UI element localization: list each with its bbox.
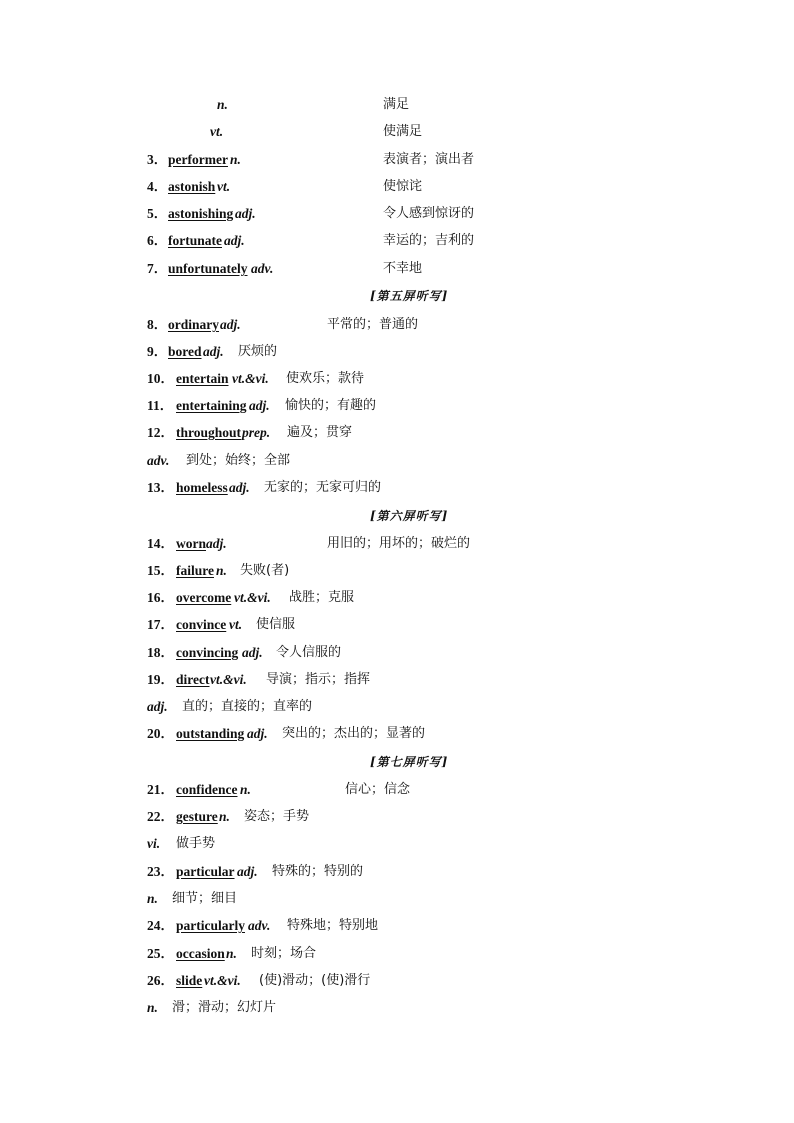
vocab-entry	[0, 341, 794, 363]
entry-word: astonish	[168, 179, 216, 194]
meaning: 信心；信念	[345, 782, 411, 797]
meaning: 使欢乐；款待	[286, 371, 365, 386]
part-of-speech: adv.	[147, 453, 170, 468]
part-of-speech: vt.&vi.	[204, 973, 241, 988]
entry-number: 25．	[147, 946, 174, 961]
vocab-entry	[0, 395, 794, 417]
vocab-entry	[0, 943, 794, 965]
part-of-speech: n.	[147, 891, 158, 906]
vocab-entry	[0, 915, 794, 937]
entry-word: performer	[168, 152, 228, 167]
entry-word: ordinary	[168, 317, 220, 332]
vocab-entry	[0, 560, 794, 582]
part-of-speech: vt.&vi.	[210, 672, 247, 687]
meaning: 遍及；贯穿	[287, 425, 353, 440]
vocab-entry	[0, 806, 794, 828]
entry-number: 16．	[147, 590, 174, 605]
meaning: 姿态；手势	[244, 809, 310, 824]
vocab-entry	[0, 533, 794, 555]
part-of-speech: n.	[147, 1000, 158, 1015]
entry-number: 7．	[147, 261, 168, 276]
vocab-entry	[0, 368, 794, 390]
part-of-speech: vt.&vi.	[232, 371, 269, 386]
vocab-entry	[0, 614, 794, 636]
part-of-speech: n.	[219, 809, 230, 824]
part-of-speech: adj.	[237, 864, 258, 879]
entry-number: 24．	[147, 918, 174, 933]
section-heading: [第五屏听写]	[370, 289, 449, 303]
vocab-entry	[0, 669, 794, 691]
vocab-line	[0, 121, 794, 143]
section-heading: [第六屏听写]	[370, 509, 449, 523]
vocab-entry	[0, 203, 794, 225]
part-of-speech: n.	[217, 97, 228, 112]
entry-number: 13．	[147, 480, 174, 495]
part-of-speech: adj.	[224, 233, 245, 248]
entry-word: outstanding	[176, 726, 245, 741]
meaning: 用旧的；用坏的；破烂的	[327, 536, 471, 551]
part-of-speech: adj.	[229, 480, 250, 495]
entry-word: worn	[176, 536, 206, 551]
part-of-speech: n.	[240, 782, 251, 797]
entry-word: convincing	[176, 645, 239, 660]
entry-word: throughout	[176, 425, 242, 440]
vocab-entry	[0, 642, 794, 664]
entry-number: 8．	[147, 317, 168, 332]
vocab-entry	[0, 422, 794, 444]
vocab-entry	[0, 723, 794, 745]
entry-number: 9．	[147, 344, 168, 359]
meaning: 厌烦的	[238, 344, 278, 359]
entry-word: fortunate	[168, 233, 222, 248]
vocab-entry	[0, 779, 794, 801]
entry-word: particularly	[176, 918, 245, 933]
part-of-speech: n.	[216, 563, 227, 578]
entry-number: 4．	[147, 179, 168, 194]
part-of-speech: n.	[226, 946, 237, 961]
meaning: 失败(者)	[240, 563, 290, 578]
part-of-speech: vt.	[217, 179, 231, 194]
entry-number: 23．	[147, 864, 174, 879]
entry-word: gesture	[176, 809, 218, 824]
meaning: 导演；指示；指挥	[266, 672, 371, 687]
meaning: (使)滑动；(使)滑行	[259, 973, 371, 988]
entry-word: homeless	[176, 480, 228, 495]
vocab-line	[0, 696, 794, 718]
part-of-speech: vi.	[147, 836, 161, 851]
meaning: 细节；细目	[172, 891, 238, 906]
entry-word: confidence	[176, 782, 238, 797]
entry-number: 12．	[147, 425, 174, 440]
vocab-entry	[0, 861, 794, 883]
entry-number: 11．	[147, 398, 174, 413]
meaning: 时刻；场合	[251, 946, 317, 961]
entry-number: 21．	[147, 782, 174, 797]
part-of-speech: prep.	[242, 425, 271, 440]
meaning: 幸运的；吉利的	[383, 233, 475, 248]
vocab-entry	[0, 587, 794, 609]
entry-word: occasion	[176, 946, 225, 961]
meaning: 令人感到惊讶的	[383, 206, 475, 221]
entry-number: 3．	[147, 152, 168, 167]
part-of-speech: adj.	[220, 317, 241, 332]
meaning: 特殊地；特别地	[287, 918, 379, 933]
part-of-speech: adj.	[249, 398, 270, 413]
entry-number: 18．	[147, 645, 174, 660]
meaning: 愉快的；有趣的	[285, 398, 377, 413]
part-of-speech: adv.	[248, 918, 271, 933]
part-of-speech: vt.	[229, 617, 243, 632]
meaning: 使惊诧	[383, 179, 423, 194]
meaning: 不幸地	[383, 261, 423, 276]
entry-word: particular	[176, 864, 235, 879]
meaning: 令人信服的	[276, 645, 342, 660]
part-of-speech: adj.	[247, 726, 268, 741]
meaning: 表演者；演出者	[383, 152, 475, 167]
part-of-speech: adj.	[242, 645, 263, 660]
vocab-entry	[0, 258, 794, 280]
meaning: 使信服	[256, 617, 296, 632]
section-heading-line	[0, 285, 794, 307]
entry-word: convince	[176, 617, 227, 632]
entry-number: 17．	[147, 617, 174, 632]
meaning: 滑；滑动；幻灯片	[172, 1000, 277, 1015]
entry-number: 5．	[147, 206, 168, 221]
entry-word: entertaining	[176, 398, 247, 413]
entry-word: direct	[176, 672, 210, 687]
part-of-speech: adj.	[206, 536, 227, 551]
part-of-speech: vt.&vi.	[234, 590, 271, 605]
entry-number: 22．	[147, 809, 174, 824]
meaning: 无家的；无家可归的	[264, 480, 382, 495]
section-heading-line	[0, 505, 794, 527]
entry-word: entertain	[176, 371, 229, 386]
meaning: 直的；直接的；直率的	[182, 699, 313, 714]
entry-word: failure	[176, 563, 214, 578]
section-heading: [第七屏听写]	[370, 755, 449, 769]
meaning: 满足	[383, 97, 410, 112]
meaning: 做手势	[176, 836, 216, 851]
vocab-line	[0, 833, 794, 855]
entry-word: unfortunately	[168, 261, 248, 276]
vocab-line	[0, 997, 794, 1019]
meaning: 平常的；普通的	[327, 317, 419, 332]
part-of-speech: adj.	[203, 344, 224, 359]
entry-number: 15．	[147, 563, 174, 578]
meaning: 使满足	[383, 124, 423, 139]
meaning: 特殊的；特别的	[272, 864, 364, 879]
part-of-speech: adv.	[251, 261, 274, 276]
entry-word: overcome	[176, 590, 232, 605]
entry-number: 10．	[147, 371, 174, 386]
meaning: 战胜；克服	[289, 590, 355, 605]
meaning: 到处；始终；全部	[186, 453, 291, 468]
entry-word: astonishing	[168, 206, 234, 221]
entry-number: 20．	[147, 726, 174, 741]
section-heading-line	[0, 751, 794, 773]
meaning: 突出的；杰出的；显著的	[282, 726, 426, 741]
vocab-entry	[0, 477, 794, 499]
entry-number: 14．	[147, 536, 174, 551]
entry-number: 6．	[147, 233, 168, 248]
vocab-entry	[0, 176, 794, 198]
vocab-line	[0, 888, 794, 910]
entry-number: 26．	[147, 973, 174, 988]
vocab-line	[0, 94, 794, 116]
entry-word: slide	[176, 973, 203, 988]
vocab-entry	[0, 970, 794, 992]
part-of-speech: n.	[230, 152, 241, 167]
entry-number: 19．	[147, 672, 174, 687]
vocab-entry	[0, 149, 794, 171]
part-of-speech: adj.	[147, 699, 168, 714]
part-of-speech: vt.	[210, 124, 224, 139]
part-of-speech: adj.	[235, 206, 256, 221]
vocab-line	[0, 450, 794, 472]
vocab-entry	[0, 314, 794, 336]
entry-word: bored	[168, 344, 202, 359]
vocab-entry	[0, 230, 794, 252]
